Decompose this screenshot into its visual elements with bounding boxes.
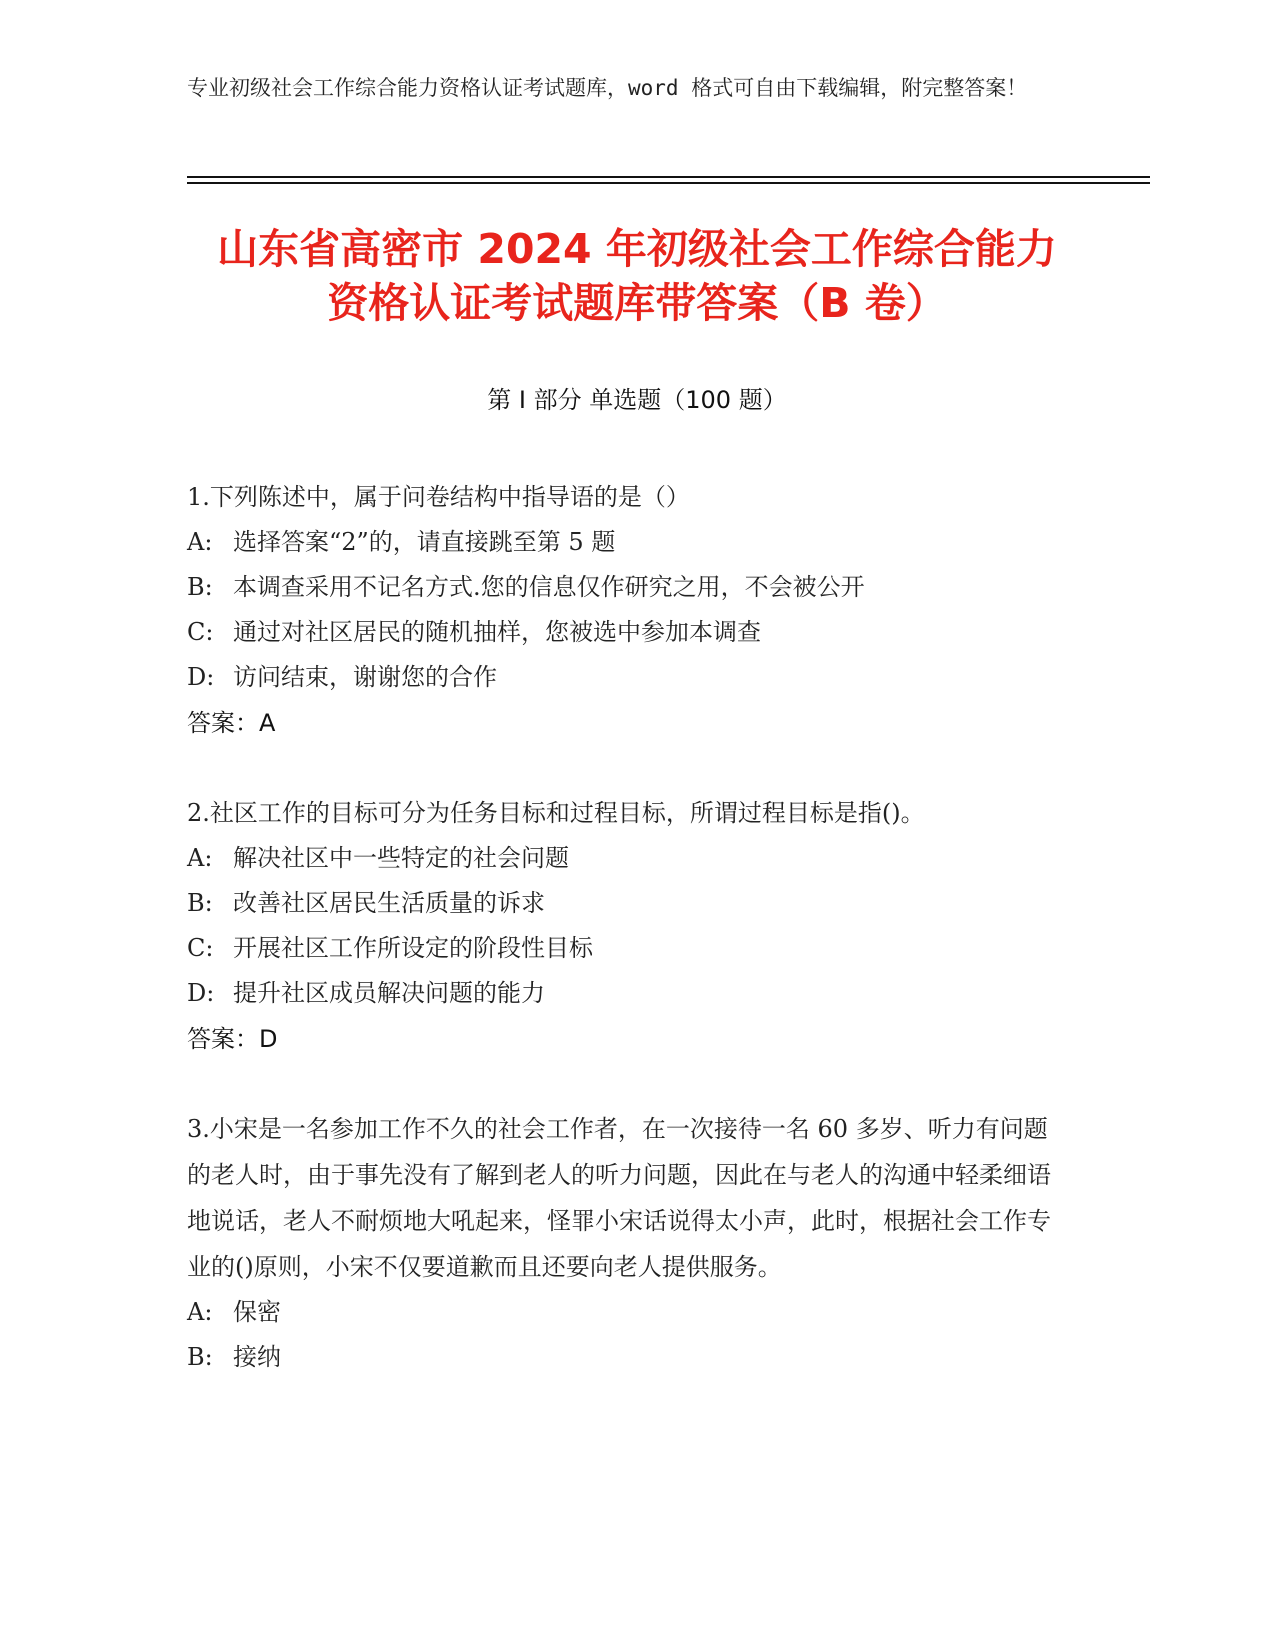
question-stem: 3.小宋是一名参加工作不久的社会工作者，在一次接待一名 60 多岁、听力有问题的老人时，由于事先没有了解到老人的听力问题，因此在与老人的沟通中轻柔细语地说话，老人不耐烦地大吼起来，怪罪小宋话说得太小声，此时，根据社会工作专业的()原则，小宋不仅要道歉而且还要向老人提供服务。 <box>187 1115 1051 1281</box>
answer-line: 答案：A <box>187 709 276 737</box>
question-stem: 1.下列陈述中，属于问卷结构中指导语的是（） <box>187 483 690 511</box>
option-letter: B: <box>187 1343 213 1371</box>
option-d <box>187 971 1062 1016</box>
question-3 <box>187 1106 1062 1380</box>
document-title-line-2: 资格认证考试题库带答案（B 卷） <box>327 279 947 327</box>
option-letter: C: <box>187 934 214 962</box>
option-text: 选择答案“2”的，请直接跳至第 5 题 <box>233 528 616 556</box>
option-text: 提升社区成员解决问题的能力 <box>233 979 545 1007</box>
option-a <box>187 836 1062 881</box>
option-b <box>187 881 1062 926</box>
option-a <box>187 520 1062 565</box>
document-title <box>187 222 1087 330</box>
option-a <box>187 1290 1062 1335</box>
option-text: 改善社区居民生活质量的诉求 <box>233 889 545 917</box>
option-text: 开展社区工作所设定的阶段性目标 <box>233 934 593 962</box>
question-list <box>187 474 1062 1424</box>
option-c <box>187 926 1062 971</box>
option-letter: D: <box>187 663 215 691</box>
option-letter: B: <box>187 889 213 917</box>
option-letter: B: <box>187 573 213 601</box>
header-divider-bottom <box>187 182 1150 184</box>
option-text: 解决社区中一些特定的社会问题 <box>233 844 569 872</box>
option-letter: A: <box>187 1298 213 1326</box>
option-text: 接纳 <box>233 1343 281 1371</box>
option-b <box>187 1335 1062 1380</box>
option-text: 通过对社区居民的随机抽样，您被选中参加本调查 <box>233 618 761 646</box>
question-stem: 2.社区工作的目标可分为任务目标和过程目标，所谓过程目标是指()。 <box>187 799 925 827</box>
option-letter: C: <box>187 618 214 646</box>
option-letter: D: <box>187 979 215 1007</box>
option-text: 访问结束，谢谢您的合作 <box>233 663 497 691</box>
document-title-line-1: 山东省高密市 2024 年初级社会工作综合能力 <box>217 225 1057 273</box>
answer-line: 答案：D <box>187 1025 278 1053</box>
question-1 <box>187 474 1062 746</box>
question-2 <box>187 790 1062 1062</box>
header-divider-top <box>187 176 1150 178</box>
option-b <box>187 565 1062 610</box>
section-title: 第 I 部分 单选题（100 题） <box>487 386 787 414</box>
option-d <box>187 655 1062 700</box>
option-text: 保密 <box>233 1298 281 1326</box>
header-note: 专业初级社会工作综合能力资格认证考试题库，word 格式可自由下载编辑，附完整答案！ <box>187 76 1028 100</box>
option-letter: A: <box>187 844 213 872</box>
option-text: 本调查采用不记名方式.您的信息仅作研究之用，不会被公开 <box>233 573 865 601</box>
option-c <box>187 610 1062 655</box>
option-letter: A: <box>187 528 213 556</box>
